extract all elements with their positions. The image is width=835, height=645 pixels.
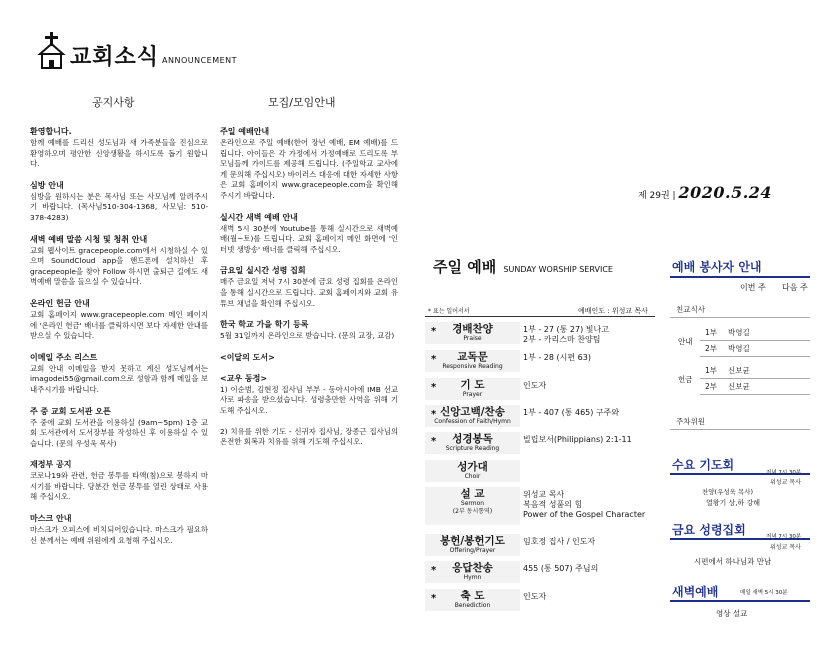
notices-item-body: 코로나19와 관련, 헌금 봉투를 타액(침)으로 봉하지 마시기를 바랍니다. 당분간 헌금 봉투를 열린 상태로 사용해 주십시오.	[30, 471, 208, 502]
server-role: 주차위원	[676, 417, 705, 426]
order-item-name: 봉헌/봉헌기도	[440, 535, 505, 547]
order-item-en: Offering/Prayer	[449, 547, 496, 554]
recruits-item	[220, 126, 398, 202]
notices-item-title: 심방 안내	[30, 180, 64, 190]
standing-mark: *	[431, 354, 437, 365]
notices-column	[30, 126, 208, 556]
worship-order-row	[425, 378, 655, 400]
recruits-item-body: 매주 금요일 저녁 7시 30분에 금요 성령 집회를 온라인을 통해 실시간으로 드립니다. 교회 홈페이지와 교회 유튜브 채널을 확인해 주십시오.	[220, 277, 398, 308]
worship-order-row	[425, 405, 655, 427]
standing-mark: *	[431, 382, 437, 393]
recruits-item-body: 1) 이순범, 김현정 집사님 부부 - 동아시아에 IMB 선교사로 파송을 받으셨습니다. 성령충만한 사역을 위해 기도해 주십시오.	[220, 384, 398, 415]
recruits-item-body: 새벽 5시 30분에 Youtube를 통해 실시간으로 새벽예배(월~토)를 드립니다. 교회 홈페이지 메인 화면에 '인터넷 생방송' 배너를 클릭해 주십시오.	[220, 223, 398, 254]
notices-item	[30, 352, 208, 396]
notices-item	[30, 298, 208, 342]
wednesday-title: 수요 기도회	[672, 458, 735, 472]
order-item-en: Confession of Faith/Hymn	[434, 418, 511, 425]
standing-mark: *	[431, 326, 437, 337]
dawn-underline	[670, 600, 810, 602]
order-item-name: 응답찬송	[452, 562, 493, 574]
order-item-detail: 1부 - 28 (시편 63)	[523, 353, 591, 362]
worship-order-row	[425, 460, 655, 482]
server-service: 1부	[705, 328, 718, 337]
order-item-box	[425, 405, 520, 427]
server-name: 신보균	[728, 366, 750, 375]
order-item-en: Responsive Reading	[442, 363, 503, 370]
order-item-box	[425, 322, 520, 344]
worship-title	[433, 256, 613, 277]
recruits-item-title: <교우 동정>	[220, 373, 268, 383]
order-item-name: 성가대	[457, 461, 488, 473]
notices-item-title: 재정부 공지	[30, 460, 72, 470]
order-item-box	[425, 378, 520, 400]
worship-order-row	[425, 561, 655, 583]
notices-item-title: 환영합니다.	[30, 127, 72, 136]
server-name: 신보균	[728, 382, 750, 391]
server-name: 박영길	[728, 328, 750, 337]
notices-item	[30, 406, 208, 450]
server-service: 1부	[705, 366, 718, 375]
notices-item-body: 심방을 원하시는 분은 목사님 또는 사모님께 알려주시기 바랍니다. (목사님510-304-1368, 사모님: 510-378-4283)	[30, 191, 208, 222]
order-item-detail: 빌립보서(Philippians) 2:1-11	[523, 435, 632, 444]
order-item-en: Praise	[463, 335, 482, 342]
notices-item-body: 마스크가 오피스에 비치되어있습니다. 마스크가 필요하신 분께서는 예배 위원에게 요청해 주십시오.	[30, 525, 208, 545]
recruits-item	[220, 352, 398, 363]
notices-item	[30, 513, 208, 546]
server-service: 2부	[705, 344, 718, 353]
order-item-name: 신앙고백/찬송	[440, 406, 505, 418]
worship-order-row	[425, 432, 655, 454]
servers-col-next-week: 다음 주	[782, 283, 808, 292]
friday-line1: 시편에서 하나님과 만남	[694, 557, 772, 566]
recruits-item-title: 실시간 새벽 예배 안내	[220, 212, 298, 222]
church-cross-icon	[36, 30, 68, 70]
order-item-detail: 임호정 집사 / 인도자	[523, 537, 596, 546]
order-item-detail: 위성교 목사 복음적 성품의 힘 Power of the Gospel Character	[523, 490, 646, 519]
recruits-item	[220, 319, 398, 342]
wednesday-time: 저녁 7시 30분	[766, 470, 802, 476]
order-item-detail: 1부 - 407 (통 465) 구주와	[523, 408, 620, 417]
friday-time: 저녁 7시 30분	[766, 534, 802, 540]
recruits-item-title: 주일 예배안내	[220, 127, 270, 136]
servers-col-this-week: 이번 주	[740, 283, 766, 292]
recruit-heading: 모집/모임안내	[268, 96, 336, 109]
order-item-detail: 인도자	[523, 381, 547, 390]
order-item-en: Scripture Reading	[445, 445, 500, 452]
recruits-item-title: <이달의 도서>	[220, 352, 275, 362]
order-item-name: 설 교	[460, 488, 485, 500]
recruits-item-body: 2) 치유를 위한 기도 - 신귀자 집사님, 장종근 집사님의 온전한 회복과 치유를 위해 기도해 주십시오.	[220, 426, 398, 447]
recruit-column	[220, 126, 398, 458]
order-item-name: 성경봉독	[452, 433, 493, 445]
server-role: 친교식사	[676, 305, 705, 314]
notices-item-title: 온라인 헌금 안내	[30, 298, 90, 308]
server-role: 헌금	[678, 375, 693, 384]
order-item-en: Sermon (2부 동시통역)	[452, 500, 493, 515]
standing-mark: *	[431, 593, 437, 604]
dawn-line1: 영상 설교	[716, 609, 748, 618]
recruits-item-title: 한국 학교 가을 학기 등록	[220, 320, 309, 330]
order-item-name: 축 도	[460, 590, 485, 602]
order-item-box	[425, 432, 520, 454]
worship-title-ko: 주일 예배	[433, 258, 497, 276]
order-item-name: 경배찬양	[452, 323, 493, 335]
order-item-detail: 1부 - 27 (통 27) 빛나고 2부 - 카리스마 찬양팀	[523, 325, 609, 344]
order-item-box	[425, 534, 520, 556]
notices-item-body: 함께 예배를 드리신 성도님과 새 가족분들을 진심으로 환영하오며 평안한 신앙생활을 하시도록 돕기 원합니다.	[30, 138, 208, 169]
notices-item-title: 새벽 예배 말씀 시청 및 청취 안내	[30, 234, 148, 244]
notices-item-body: 주 중에 교회 도서관을 이용하실 (9am~5pm) 1층 교회 도서관에서 도서장부를 작성하신 후 이용하실 수 있습니다. (문의 우성욱 목사)	[30, 417, 208, 448]
issue-date: 2020.5.24	[678, 183, 773, 202]
order-item-box	[425, 561, 520, 583]
page-title: 교회소식	[70, 45, 160, 70]
recruits-item-body: 온라인으로 주일 예배(한어 장년 예배, EM 예배)를 드립니다. 아이들은 각 가정에서 가정예배로 드리도록 부모님들께 가이드를 제공해 드립니다. (주일학교 교사에게 문의해 주십시오) 바이러스 대응에 대한 자세한 사항은 교회 홈페이지 www.gracepeople.com을 확인해 주시기 바랍니다.	[220, 138, 398, 200]
wednesday-line2: 열왕기 상,하 강해	[706, 499, 761, 507]
standing-mark: *	[431, 409, 437, 420]
standing-note: * 표는 일어서서	[428, 308, 470, 315]
servers-underline	[670, 276, 810, 278]
server-row-divider	[670, 317, 810, 318]
order-item-en: Prayer	[462, 391, 483, 398]
recruits-item	[220, 427, 398, 448]
server-service: 2부	[705, 382, 718, 391]
server-row-divider	[700, 356, 810, 357]
order-item-box	[425, 487, 520, 525]
notices-item	[30, 459, 208, 503]
notices-item-body: 교회 안내 이메일을 받지 못하고 계신 성도님께서는 imagodei55@gmail.com으로 성함과 함께 메일을 보내주시기를 바랍니다.	[30, 363, 208, 394]
notices-item	[30, 126, 208, 170]
notices-item-body: 교회 홈페이지 www.gracepeople.com 메인 페이지에 '온라인 헌금' 배너를 클릭하시면 보다 자세한 안내를 받으실 수 있습니다.	[30, 309, 208, 341]
recruits-item	[220, 373, 398, 417]
worship-order-row	[425, 534, 655, 556]
worship-order-row	[425, 487, 655, 525]
order-item-box	[425, 460, 520, 482]
issue-info	[638, 183, 772, 202]
order-item-name: 교독문	[457, 351, 488, 363]
servers-title: 예배 봉사자 안내	[672, 260, 762, 274]
dawn-time: 매일 새벽 5시 30분	[740, 590, 788, 596]
recruits-item	[220, 265, 398, 309]
order-item-name: 기 도	[460, 379, 485, 391]
notices-item-title: 주 중 교회 도서관 오픈	[30, 406, 111, 416]
friday-title: 금요 성령집회	[672, 523, 746, 537]
order-item-en: Hymn	[463, 574, 482, 581]
server-row-divider	[670, 429, 810, 430]
order-item-detail: 인도자	[523, 592, 547, 601]
worship-leader: 예배인도 : 위성교 목사	[578, 307, 648, 315]
notices-item	[30, 180, 208, 224]
worship-title-en: SUNDAY WORSHIP SERVICE	[503, 265, 613, 274]
recruits-item-body: 5월 31일까지 온라인으로 받습니다. (문의 교장, 교감)	[220, 331, 395, 341]
page-subtitle: ANNOUNCEMENT	[162, 56, 238, 65]
order-item-box	[425, 350, 520, 372]
friday-leader: 위성교 목사	[770, 544, 801, 551]
server-role: 안내	[678, 337, 693, 346]
worship-order-row	[425, 589, 655, 611]
server-name: 박영길	[728, 344, 750, 353]
notices-item	[30, 234, 208, 288]
server-row-divider	[700, 378, 810, 379]
notices-item-title: 이메일 주소 리스트	[30, 352, 98, 362]
worship-divider	[425, 316, 655, 317]
notices-item-title: 마스크 안내	[30, 514, 72, 524]
notices-item-body: 교회 웹사이트 gracepeople.com에서 시청하실 수 있으며 SoundCloud app을 핸드폰에 설치하신 후 gracepeople을 찾아 Follow 하시면 출퇴근 길에도 새벽예배 말씀을 들으실 수 있습니다.	[30, 245, 208, 287]
recruits-item	[220, 212, 398, 256]
wednesday-leader: 위성교 목사	[770, 479, 801, 486]
standing-mark: *	[431, 565, 437, 576]
server-row-divider	[700, 394, 810, 395]
order-item-detail: 455 (통 507) 주님의	[523, 564, 599, 573]
worship-order-row	[425, 350, 655, 372]
order-item-en: Choir	[464, 473, 481, 480]
standing-mark: *	[431, 436, 437, 447]
notices-heading: 공지사항	[92, 96, 135, 109]
worship-order-row	[425, 322, 655, 344]
wednesday-line1: 찬양(우성욱 목사)	[702, 488, 754, 496]
order-item-box	[425, 589, 520, 611]
recruits-item-title: 금요일 실시간 성령 집회	[220, 266, 306, 276]
issue-label: 제 29권 |	[638, 191, 676, 201]
server-row-divider	[700, 340, 810, 341]
dawn-title: 새벽예배	[672, 585, 719, 599]
order-item-en: Benediction	[454, 602, 491, 609]
